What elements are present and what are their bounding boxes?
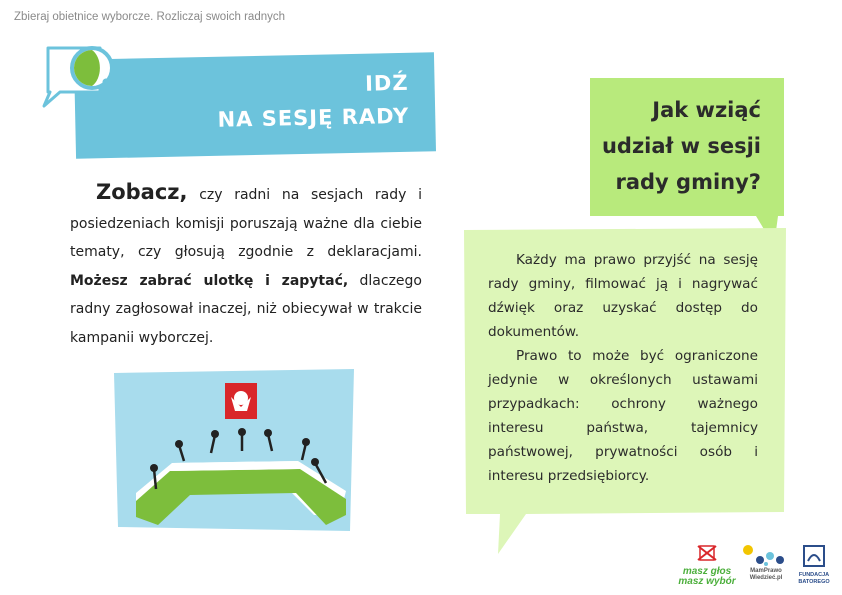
header-tagline: Zbieraj obietnice wyborcze. Rozliczaj swoich radnych — [14, 11, 286, 23]
question-line1: Jak wziąć — [652, 98, 761, 122]
answer-paragraph2: Prawo to może być ograniczone jedynie w określonych ustawami przypadkach: ochrony ważnego interesu państwa, tajemnicy państwowej, prywatności osób i interesu przedsiębiorcy. — [488, 348, 758, 484]
logo-text-wiedziec: Wiedzieć.pl — [749, 575, 783, 581]
banner-title — [217, 67, 410, 137]
logo-text-masz-wybor: masz wybór — [678, 576, 736, 587]
logo-text-batorego: BATOREGO — [798, 578, 830, 585]
banner-title-line2: NA SESJĘ RADY — [217, 103, 410, 132]
lead-word: Zobacz, — [96, 180, 188, 204]
question-line2: udział w sesji — [601, 134, 761, 158]
left-text-part2: dlaczego radny zagłosował inaczej, niż obiecywał w trakcie kampanii wyborczej. — [70, 272, 422, 346]
left-text-bold: Możesz zabrać ulotkę i zapytać, — [70, 272, 349, 289]
logo-text-fundacja: FUNDACJA — [798, 572, 830, 578]
answer-paragraph1: Każdy ma prawo przyjść na sesję rady gminy, filmować ją i nagrywać dźwięk oraz uzyskać dostęp do dokumentów. — [488, 252, 758, 340]
logo-text-mamprawo: MamPrawo — [750, 568, 782, 574]
left-body-text — [70, 178, 422, 352]
answer-text — [488, 248, 758, 488]
mamprawo-logo — [740, 544, 792, 584]
people-dots-icon — [740, 544, 792, 566]
logo-text-masz-glos: masz głos — [682, 566, 732, 577]
ballot-cross-icon — [676, 544, 738, 562]
masz-glos-logo — [676, 544, 738, 587]
banner-title-line1: IDŹ — [364, 70, 409, 96]
question-line3: rady gminy? — [615, 170, 761, 194]
council-session-illustration — [110, 365, 358, 533]
speech-bubble-magnifier-icon — [40, 40, 140, 110]
batory-emblem-icon — [796, 545, 832, 567]
fundacja-batorego-logo — [796, 545, 832, 585]
left-text-part1: czy radni na sesjach rady i posiedzeniach komisji poruszają ważne dla ciebie tematy, czy głosują zgodnie z deklaracjami. — [70, 187, 422, 260]
question-text — [595, 92, 761, 200]
